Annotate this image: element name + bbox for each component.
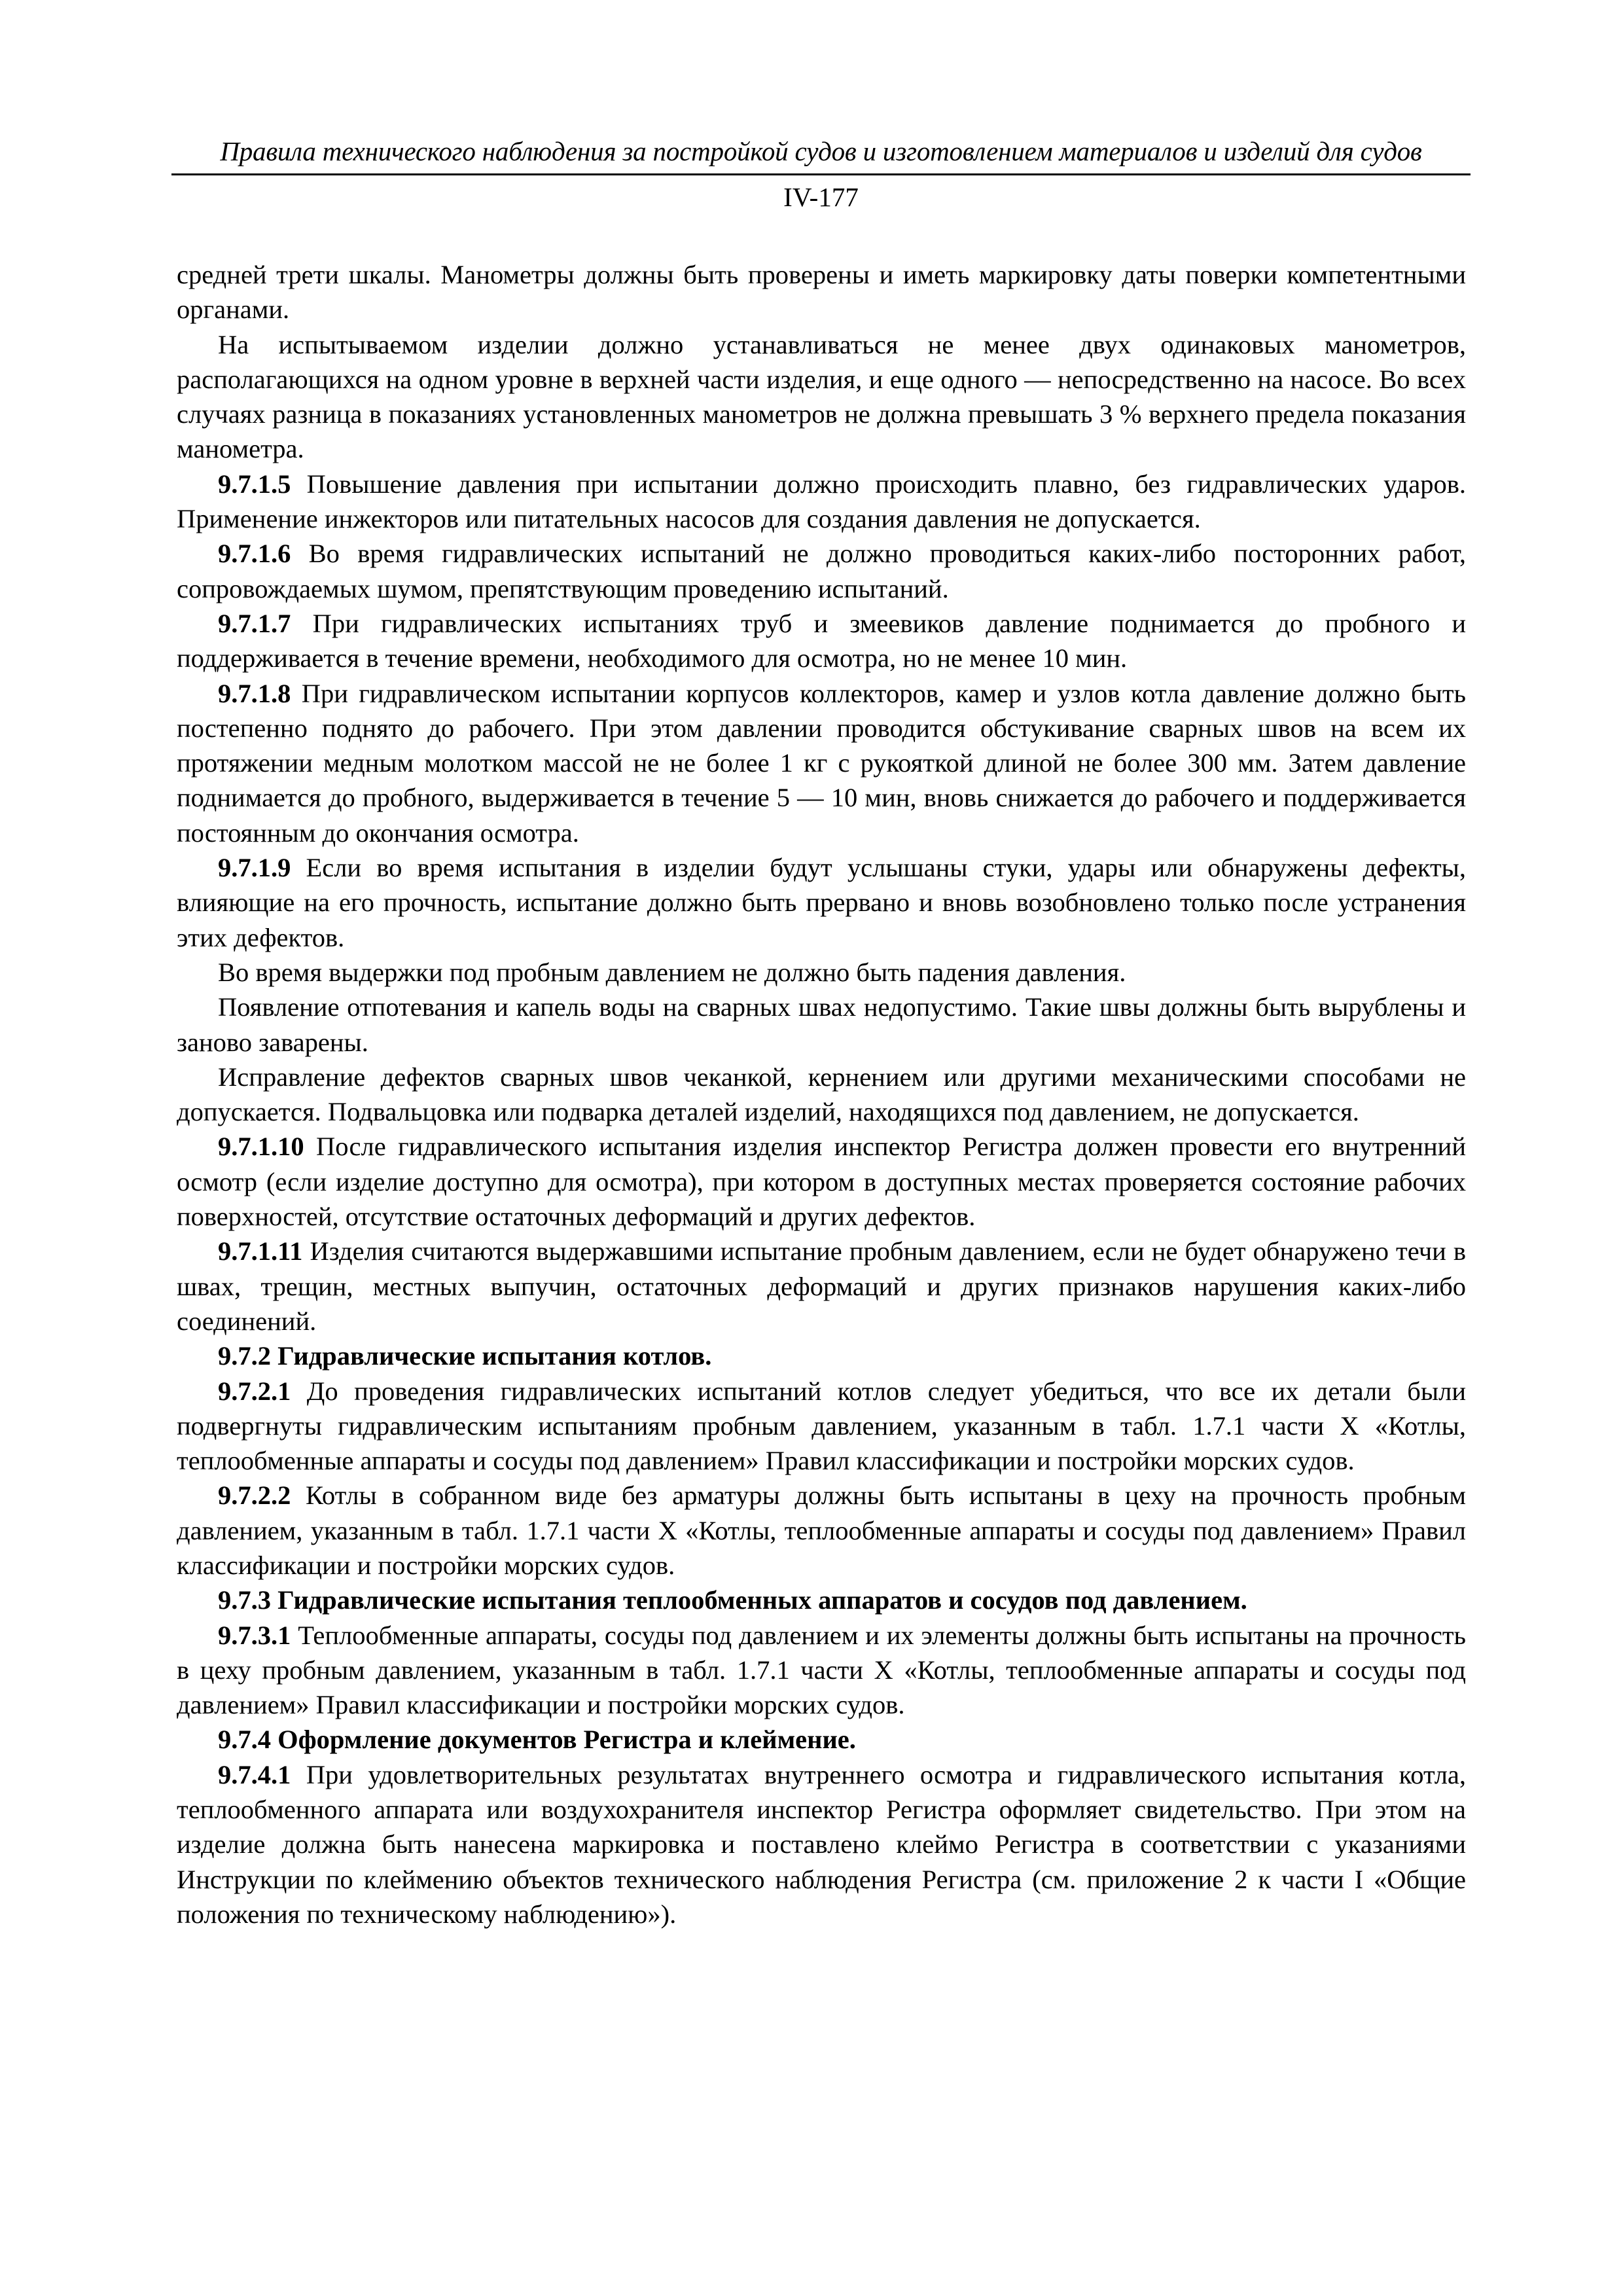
section-heading <box>177 1338 1466 1373</box>
clause-number: 9.7.2.1 <box>218 1376 291 1406</box>
paragraph-text: средней трети шкалы. Манометры должны быть проверены и иметь маркировку даты поверки компетентными органами. <box>177 260 1466 325</box>
paragraph <box>177 1618 1466 1723</box>
paragraph <box>177 1478 1466 1583</box>
clause-number: 9.7.3.1 <box>218 1620 291 1650</box>
paragraph <box>177 606 1466 676</box>
paragraph-text: Повышение давления при испытании должно происходить плавно, без гидравлических ударов. Применение инжекторов или питательных насосов для создания давления не допускается. <box>177 469 1467 534</box>
header-rule <box>171 173 1471 175</box>
clause-number: 9.7.1.8 <box>218 678 291 708</box>
clause-number: 9.7.1.6 <box>218 539 291 569</box>
running-header: Правила технического наблюдения за постройкой судов и изготовлением материалов и изделий для судов <box>220 136 1422 166</box>
paragraph <box>177 955 1466 990</box>
document-body <box>177 257 1466 1931</box>
paragraph <box>177 990 1466 1060</box>
paragraph-text: При удовлетворительных результатах внутреннего осмотра и гидравлического испытания котла, теплообменного аппарата или воздухохранителя инспектор Регистра оформляет свидетельство. При этом на изделие должна быть нанесена маркировка и поставлено клеймо Регистра в соответствии с указаниями Инструкции по клеймению объектов технического наблюдения Регистра (см. приложение 2 к части I «Общие положения по техническому наблюдению»). <box>177 1759 1466 1929</box>
paragraph-text: Во время гидравлических испытаний не должно проводиться каких-либо посторонних работ, сопровождаемых шумом, препятствующим проведению испытаний. <box>177 539 1466 603</box>
paragraph <box>177 467 1466 537</box>
paragraph <box>177 1234 1466 1338</box>
paragraph-text: На испытываемом изделии должно устанавливаться не менее двух одинаковых манометров, располагающихся на одном уровне в верхней части изделия, и еще одного — непосредственно на насосе. Во всех случаях разница в показаниях установленных манометров не должна превышать 3 % верхнего предела показания манометра. <box>177 329 1466 464</box>
section-heading-text: 9.7.3 Гидравлические испытания теплообменных аппаратов и сосудов под давлением. <box>218 1585 1247 1615</box>
paragraph-text: При гидравлических испытаниях труб и змеевиков давление поднимается до пробного и поддерживается в течение времени, необходимого для осмотра, но не менее 10 мин. <box>177 608 1466 673</box>
paragraph <box>177 1374 1466 1479</box>
paragraph <box>177 1060 1466 1130</box>
clause-number: 9.7.1.9 <box>218 853 291 883</box>
paragraph-text: При гидравлическом испытании корпусов коллекторов, камер и узлов котла давление должно быть постепенно поднято до рабочего. При этом давлении проводится обстукивание сварных швов на всем их протяжении медным молотком массой не не более 1 кг с рукояткой длиной не более 300 мм. Затем давление поднимается до пробного, выдерживается в течение 5 — 10 мин, вновь снижается до рабочего и поддерживается постоянным до окончания осмотра. <box>177 678 1466 848</box>
paragraph-text: Если во время испытания в изделии будут услышаны стуки, удары или обнаружены дефекты, влияющие на его прочность, испытание должно быть прервано и вновь возобновлено только после устранения этих дефектов. <box>177 853 1466 952</box>
paragraph-text: Исправление дефектов сварных швов чеканкой, кернением или другими механическими способами не допускается. Подвальцовка или подварка деталей изделий, находящихся под давлением, не допускается. <box>177 1062 1466 1127</box>
paragraph <box>177 676 1466 850</box>
paragraph <box>177 327 1466 467</box>
paragraph-text: Котлы в собранном виде без арматуры должны быть испытаны в цеху на прочность пробным давлением, указанным в табл. 1.7.1 части X «Котлы, теплообменные аппараты и сосуды под давлением» Правил классификации и постройки морских судов. <box>177 1480 1466 1580</box>
paragraph-text: После гидравлического испытания изделия инспектор Регистра должен провести его внутренний осмотр (если изделие доступно для осмотра), при котором в доступных местах проверяется состояние рабочих поверхностей, отсутствие остаточных деформаций и других дефектов. <box>177 1132 1466 1232</box>
clause-number: 9.7.1.7 <box>218 608 291 638</box>
paragraph-text: Изделия считаются выдержавшими испытание пробным давлением, если не будет обнаружено течи в швах, трещин, местных выпучин, остаточных деформаций и других признаков нарушения каких-либо соединений. <box>177 1236 1466 1336</box>
paragraph <box>177 257 1466 327</box>
section-heading <box>177 1722 1466 1757</box>
paragraph <box>177 1757 1466 1931</box>
section-heading-text: 9.7.2 Гидравлические испытания котлов. <box>218 1341 712 1371</box>
section-heading-text: 9.7.4 Оформление документов Регистра и клеймение. <box>218 1725 856 1755</box>
clause-number: 9.7.1.5 <box>218 469 291 499</box>
paragraph-text: До проведения гидравлических испытаний котлов следует убедиться, что все их детали были подвергнуты гидравлическим испытаниям пробным давлением, указанным в табл. 1.7.1 части X «Котлы, теплообменные аппараты и сосуды под давлением» Правил классификации и постройки морских судов. <box>177 1376 1466 1476</box>
clause-number: 9.7.2.2 <box>218 1480 291 1511</box>
paragraph <box>177 850 1466 955</box>
paragraph <box>177 536 1466 606</box>
paragraph-text: Теплообменные аппараты, сосуды под давлением и их элементы должны быть испытаны на прочность в цеху пробным давлением, указанным в табл. 1.7.1 части X «Котлы, теплообменные аппараты и сосуды под давлением» Правил классификации и постройки морских судов. <box>177 1620 1466 1720</box>
clause-number: 9.7.4.1 <box>218 1759 291 1789</box>
section-heading <box>177 1583 1466 1617</box>
clause-number: 9.7.1.10 <box>218 1132 304 1162</box>
paragraph <box>177 1129 1466 1234</box>
paragraph-text: Появление отпотевания и капель воды на сварных швах недопустимо. Такие швы должны быть вырублены и заново заварены. <box>177 992 1466 1057</box>
paragraph-text: Во время выдержки под пробным давлением не должно быть падения давления. <box>218 957 1126 987</box>
clause-number: 9.7.1.11 <box>218 1236 303 1266</box>
page-number: IV-177 <box>783 182 859 212</box>
